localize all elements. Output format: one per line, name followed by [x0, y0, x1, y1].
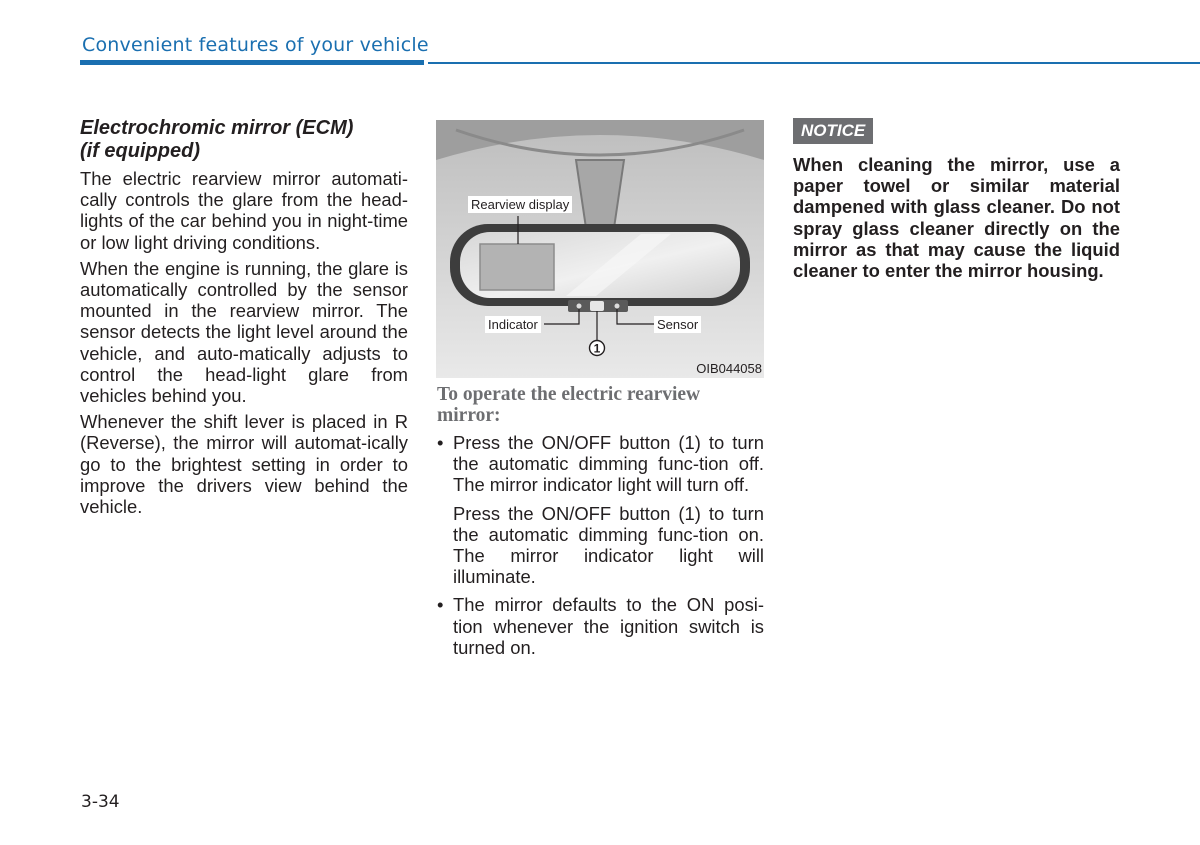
notice-column	[793, 118, 1120, 281]
page-number: 3-34	[81, 792, 120, 812]
mirror-illustration	[436, 120, 764, 378]
section-title-line-1: Electrochromic mirror (ECM)	[80, 117, 354, 139]
callout-number: 1	[593, 341, 601, 356]
header-title: Convenient features of your vehicle	[82, 34, 429, 56]
sensor-light	[615, 304, 620, 309]
bullet-paragraph: Press the ON/OFF button (1) to turn the automatic dimming func-tion on. The mirror indicator light will illuminate.	[453, 502, 764, 588]
bullet-item	[437, 432, 764, 587]
header-rule-thick	[80, 60, 424, 65]
mirror-figure	[436, 120, 764, 378]
section-title	[80, 117, 408, 163]
bullet-glyph: •	[437, 594, 444, 616]
notice-badge: NOTICE	[793, 118, 873, 144]
middle-column	[437, 384, 764, 665]
rearview-display-label: Rearview display	[468, 196, 572, 213]
reverse-paragraph: Whenever the shift lever is placed in R (Reverse), the mirror will automat-ically go to the brightest setting in order to improve the drivers view behind the vehicle.	[80, 411, 408, 518]
bullet-item	[437, 594, 764, 658]
notice-text: When cleaning the mirror, use a paper towel or similar material dampened with glass cleaner. Do not spray glass cleaner directly on the mirror as that may cause the liquid cleaner to enter the mirror housing.	[793, 154, 1120, 282]
sensor-label: Sensor	[654, 316, 701, 333]
intro-paragraph: The electric rearview mirror automati-cally controls the glare from the head-lights of the car behind you in night-time or low light driving conditions.	[80, 168, 408, 253]
header-rule-thin	[428, 62, 1200, 64]
operate-heading: To operate the electric rearview mirror:	[437, 384, 701, 426]
indicator-light	[577, 304, 582, 309]
bullet-paragraph: The mirror defaults to the ON posi-tion whenever the ignition switch is turned on.	[453, 594, 764, 658]
section-title-line-2: (if equipped)	[80, 140, 200, 162]
figure-code: OIB044058	[696, 361, 762, 376]
bullet-glyph: •	[437, 432, 444, 453]
on-off-button	[590, 301, 604, 311]
indicator-label: Indicator	[485, 316, 541, 333]
left-column	[80, 117, 408, 522]
glare-paragraph: When the engine is running, the glare is automatically controlled by the sensor mounted in the rearview mirror. The sensor detects the light level around the vehicle, and auto-matically adjusts to control the head-light glare from vehicles behind you.	[80, 257, 408, 407]
bullet-paragraph: Press the ON/OFF button (1) to turn the automatic dimming func-tion off. The mirror indicator light will turn off.	[453, 432, 764, 496]
rearview-display-panel	[480, 244, 554, 290]
